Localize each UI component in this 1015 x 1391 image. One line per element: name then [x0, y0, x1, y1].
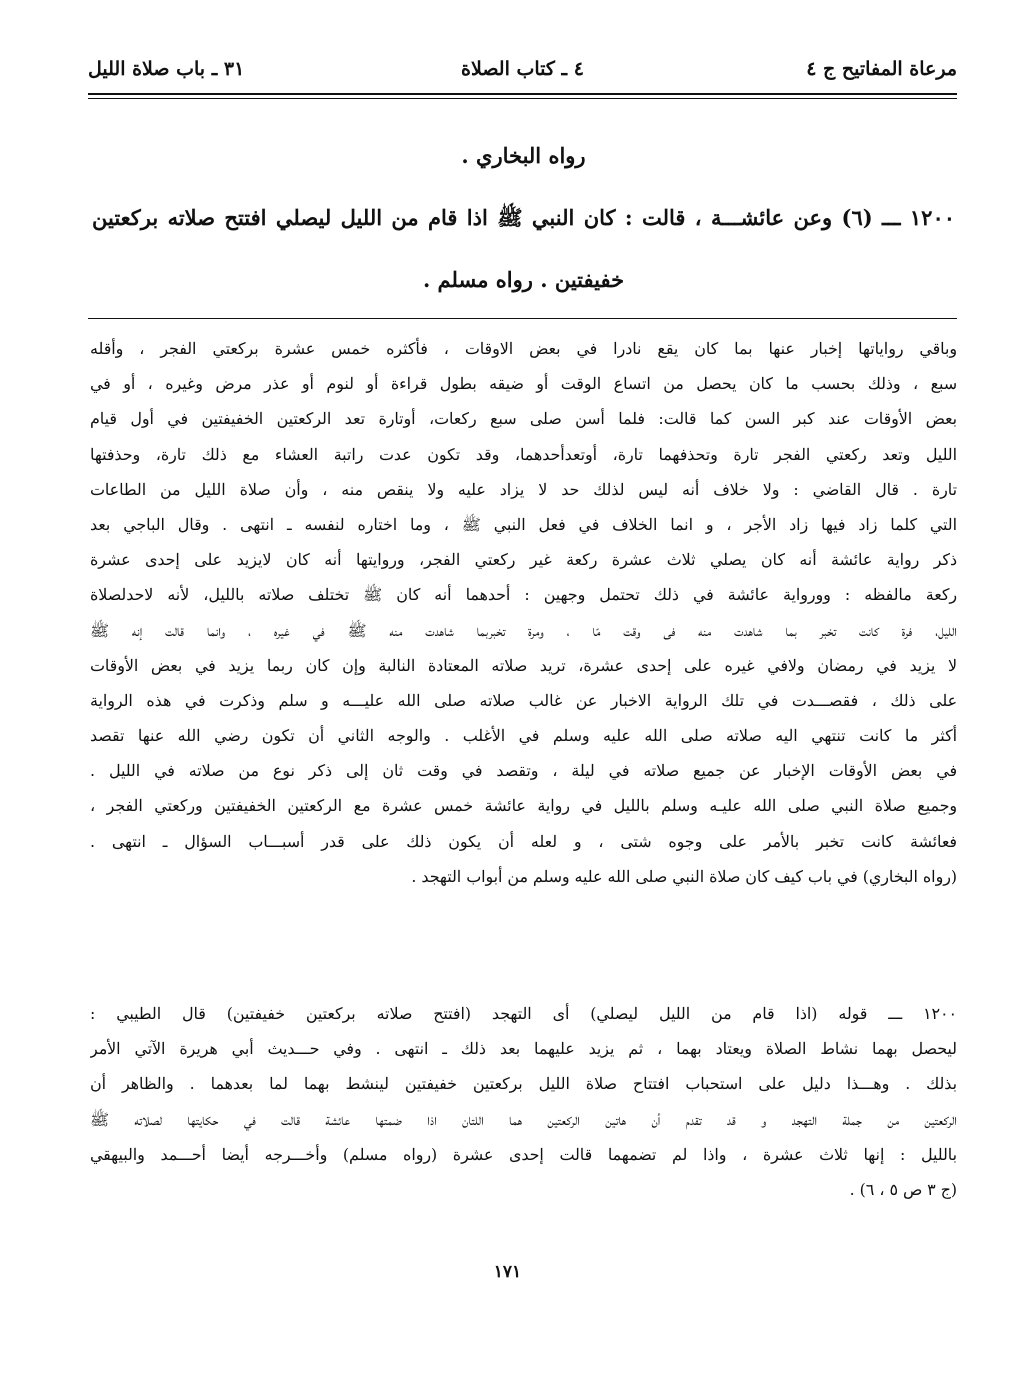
notes-block — [90, 996, 957, 1207]
commentary-line: (رواه البخاري) في باب كيف كان صلاة النبي صلى الله عليه وسلم من أبواب التهجد . — [411, 866, 957, 886]
header-book-title: مرعاة المفاتيح ج ٤ — [806, 58, 957, 80]
commentary-line: التي كلما زاد فيها زاد الأجر ، و انما الخلاف في فعل النبي ﷺ ، وما اختاره لنفسه ـ انتهى . وقال الباجي بعد — [90, 514, 957, 534]
commentary-line: بعض الأوقات عند كبر السن كما قالت: فلما أسن صلى سبع ركعات، أوتارة تعد الركعتين الخفيفتين في أول قيام — [90, 409, 957, 429]
page-number: ١٧١ — [493, 1262, 522, 1282]
commentary-block — [90, 331, 957, 894]
header-rule-thin — [88, 98, 957, 99]
note-line: ليحصل بهما نشاط الصلاة ويعتاد بهما ، ثم يزيد عليهما بعد ذلك ـ انتهى . وفي حـــديث أبي هريرة الآتي الأمر — [90, 1039, 957, 1059]
note-line: ١٢٠٠ ـــ قوله (اذا قام من الليل ليصلي) أى التهجد (افتتح صلاته بركعتين خفيفتين) قال الطيبي : — [90, 1004, 957, 1023]
commentary-line: في بعض الأوقات الإخبار عن جميع صلاته في ليلة ، وتقصد في وقت ثان إلى ذكر نوع من صلاته في الليل . — [90, 761, 957, 781]
header-section: ٣١ ـ باب صلاة الليل — [88, 58, 245, 80]
section-divider — [88, 318, 957, 319]
commentary-line: ذكر رواية عائشة أنه كان يصلي ثلاث عشرة ركعة غير ركعتي الفجر، وروايتها أنه كان لايزيد على إحدى عشرة — [90, 550, 957, 570]
header-rule — [88, 93, 957, 95]
commentary-line: وجميع صلاة النبي صلى الله عليـه وسلم بالليل في رواية عائشة خمس عشرة مع الركعتين الخفيفتين وركعتي الفجر ، — [90, 796, 957, 816]
header-chapter: ٤ ـ كتاب الصلاة — [461, 58, 584, 80]
commentary-line: لا يزيد في رمضان ولافي غيره على إحدى عشرة، تريد صلاته المعتادة النالبة وإن كان ربما يزيد في بعض الأوقات — [90, 655, 957, 675]
previous-attribution: رواه البخاري . — [461, 143, 586, 168]
commentary-line: تارة . قال القاضي : ولا خلاف أنه ليس لذلك حد لا يزاد عليه ولا ينقص منه ، وأن صلاة الليل من الطاعات — [90, 479, 957, 499]
note-line: (ج ٣ ص ٥ ، ٦) . — [849, 1179, 957, 1199]
commentary-line: أكثر ما كانت تنتهي اليه صلاته صلى الله عليه وسلم في الأغلب . والوجه الثاني أن تكون رضي الله عنها تقصد — [90, 726, 957, 746]
commentary-line: الليل وتعد ركعتي الفجر تارة وتحذفهما تارة، أوتعدأحدهما، وقد تكون عدت راتبة العشاء مع ذلك تارة، وحذفتها — [90, 444, 957, 464]
commentary-line: فعائشة كانت تخبر بالأمر على وجوه شتى ، و لعله أن يكون ذلك على قدر أسبـــاب السؤال ـ انتهى . — [90, 831, 957, 851]
commentary-line: سبع ، وذلك بحسب ما كان يحصل من اتساع الوقت أو ضيقه بطول قراءة أو لنوم أو عذر مرض وغيره ، أو في — [90, 374, 957, 394]
note-line: الركعتين من جملة التهجد و قد تقدم أن هاتين الركعتين هما اللتان اذا ضمتها عائشة قالت في حكايتها لصلاته ﷺ — [90, 1109, 957, 1129]
note-line: بذلك . وهـــذا دليل على استحباب افتتاح صلاة الليل بركعتين خفيفتين لينشط بهما لما بعدهما . والظاهر أن — [90, 1074, 957, 1094]
hadith-line: خفيفتين . رواه مسلم . — [422, 267, 625, 292]
commentary-line: ركعة مالفظه : وورواية عائشة في ذلك تحتمل وجهين : أحدهما أنه كان ﷺ تختلف صلاته بالليل، لأنه لاحدلصلاة — [90, 585, 957, 605]
hadith-text — [92, 125, 955, 311]
note-line: بالليل : إنها ثلاث عشرة ، واذا لم تضمهما قالت إحدى عشرة (رواه مسلم) وأخـــرجه أيضا أحـــمد والبيهقي — [90, 1144, 957, 1164]
running-header — [88, 52, 957, 92]
commentary-line: وباقي رواياتها إخبار عنها بما كان يقع نادرا في بعض الاوقات ، فأكثره خمس عشرة بركعتي الفجر ، وأقله — [90, 339, 957, 358]
hadith-line: ١٢٠٠ ـــ (٦) وعن عائشـــة ، قالت : كان النبي ﷺ اذا قام من الليل ليصلي افتتح صلاته بركعتين — [92, 205, 956, 230]
commentary-line: الليل، فرة كانت تخبر بما شاهدت منه فى وقت مّا ، ومرة تخبربما شاهدت منه ﷺ في غيره ، وانما قالت إنه ﷺ — [90, 620, 957, 640]
commentary-line: على ذلك ، فقصـــدت في تلك الرواية الاخبار عن غالب صلاته صلى الله عليـــه و سلم وذكرت في هذه الرواية — [90, 690, 957, 710]
